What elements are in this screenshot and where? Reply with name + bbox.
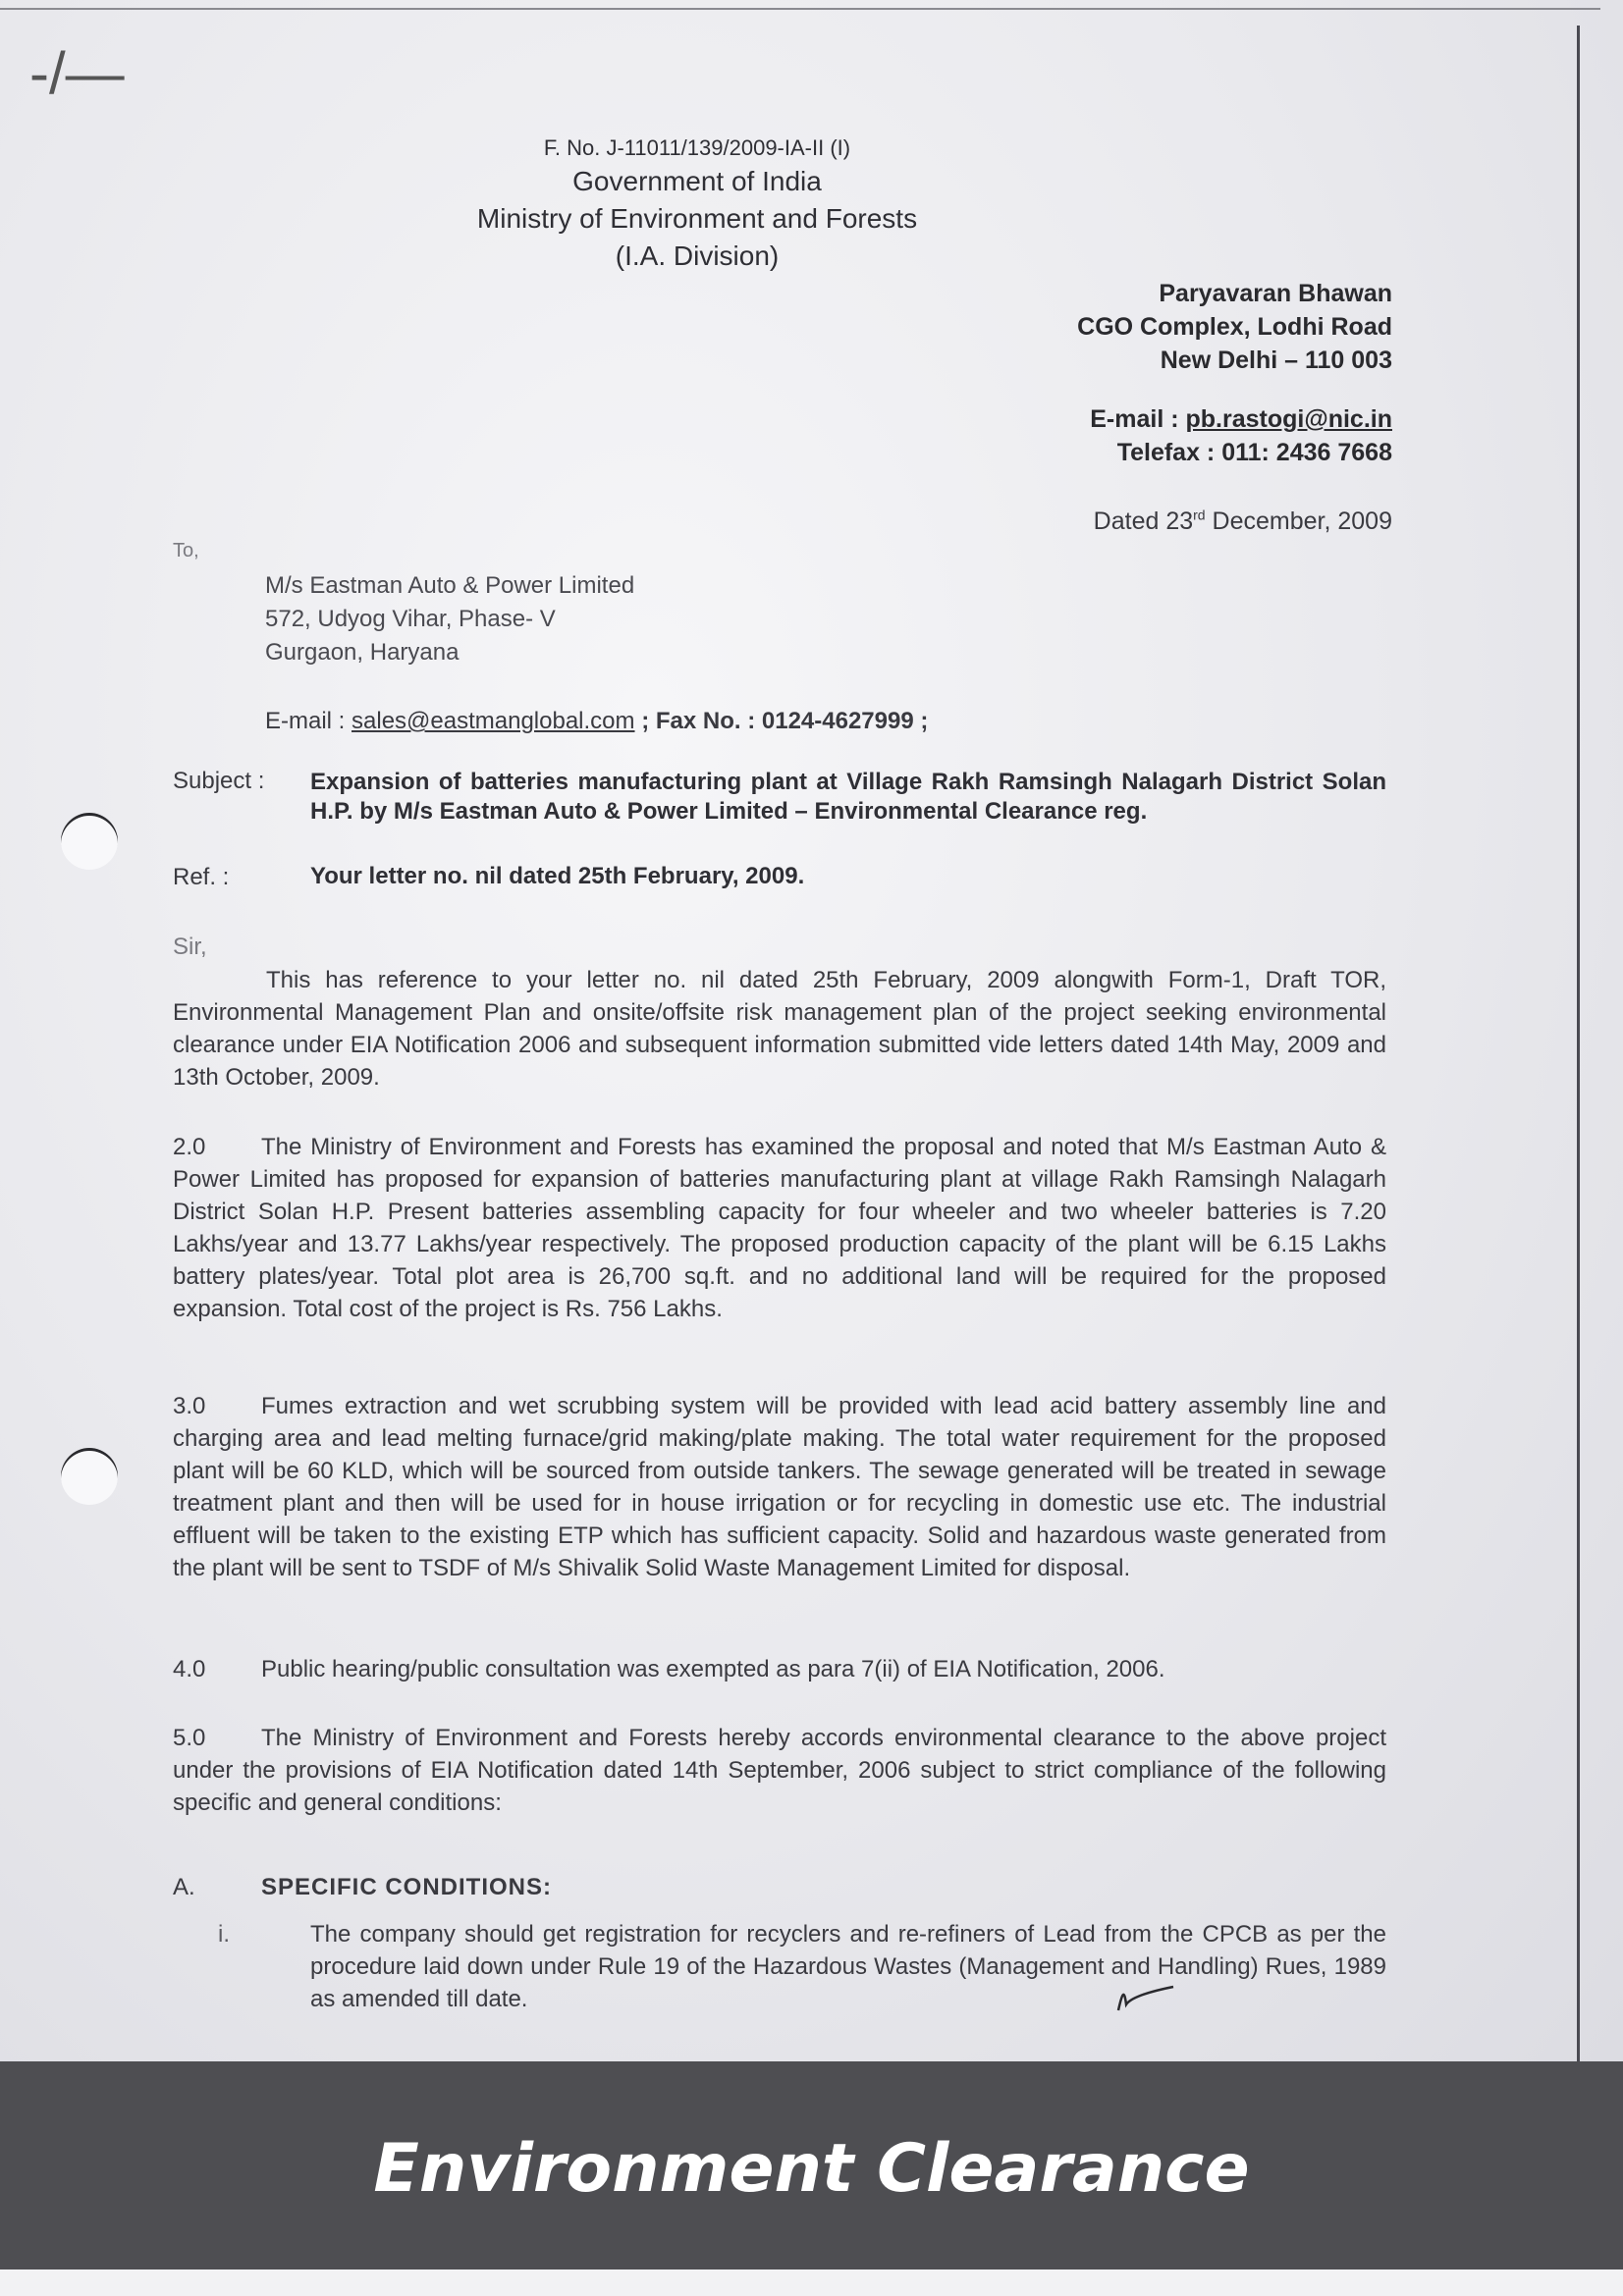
- recipient-email-link[interactable]: sales@eastmanglobal.com: [352, 708, 635, 734]
- division-line: (I.A. Division): [615, 240, 780, 271]
- sender-email-link[interactable]: pb.rastogi@nic.in: [1185, 405, 1392, 433]
- subject-label: Subject :: [173, 768, 265, 794]
- date-superscript: rd: [1193, 507, 1206, 523]
- paragraph-text: The Ministry of Environment and Forests has examined the proposal and noted that M/s Eastman Auto & Power Limited has proposed for expansion of batteries manufacturing plant at village Rakh Ramsingh Nalagarh District Solan H.P. Present batteries assembling capacity for four wheeler and two wheeler batteries is 7.20 Lakhs/year and 13.77 Lakhs/year respectively. The proposed production capacity of the plant will be 6.15 Lakhs battery plates/year. Total plot area is 26,700 sq.ft. and no additional land will be required for the proposed expansion. Total cost of the project is Rs. 756 Lakhs.: [173, 1134, 1386, 1322]
- paragraph-text: The Ministry of Environment and Forests hereby accords environmental clearance to the above project under the provisions of EIA Notification dated 14th September, 2006 subject to strict compliance of the following specific and general conditions:: [173, 1725, 1386, 1816]
- punch-hole-top: [61, 813, 118, 870]
- letter-header: [393, 133, 1001, 275]
- sender-contact: [1090, 402, 1392, 469]
- to-label: To,: [173, 540, 199, 561]
- condition-i: The company should get registration for recyclers and re-refiners of Lead from the CPCB as per the procedure laid down under Rule 19 of the Hazardous Wastes (Management and Handling) Rues, 1989 as amended till date.: [310, 1921, 1386, 2012]
- paragraph-2: [173, 1131, 1386, 1325]
- bottom-margin: [0, 2269, 1623, 2296]
- paragraph-text: Fumes extraction and wet scrubbing system will be provided with lead acid battery assembly line and charging area and lead melting furnace/grid making/plate making. The total water requirement for the proposed plant will be 60 KLD, which will be sourced from outside tankers. The sewage generated will be treated in sewage treatment plant and then will be used for in house irrigation or for recycling in domestic use etc. The industrial effluent will be taken to the existing ETP which has sufficient capacity. Solid and hazardous waste generated from the plant will be sent to TSDF of M/s Shivalik Solid Waste Management Limited for disposal.: [173, 1393, 1386, 1581]
- paragraph-4: [173, 1653, 1386, 1685]
- paragraph-number: 3.0: [173, 1393, 206, 1419]
- government-line: Government of India: [572, 166, 822, 196]
- ministry-line: Ministry of Environment and Forests: [476, 203, 918, 234]
- paragraph-number: 4.0: [173, 1656, 206, 1682]
- letter-date: [1094, 505, 1392, 538]
- paragraph-1: This has reference to your letter no. nil dated 25th February, 2009 alongwith Form-1, Draft TOR, Environmental Management Plan and onsite/offsite risk management plan of the project seeking environmental clearance under EIA Notification 2006 and subsequent information submitted vide letters dated 14th May, 2009 and 13th October, 2009.: [173, 967, 1386, 1091]
- condition-number: i.: [218, 1921, 230, 1948]
- handwritten-mark: -/—: [29, 40, 125, 106]
- recipient-line: 572, Udyog Vihar, Phase- V: [265, 606, 556, 632]
- subject-text: Expansion of batteries manufacturing plant at Village Rakh Ramsingh Nalagarh District Solan H.P. by M/s Eastman Auto & Power Limited – Environmental Clearance reg.: [310, 769, 1386, 825]
- recipient-contact: [265, 705, 928, 738]
- recipient-line: Gurgaon, Haryana: [265, 639, 460, 666]
- file-number: F. No. J-11011/139/2009-IA-II (I): [543, 135, 851, 160]
- ref-label: Ref. :: [173, 864, 230, 890]
- recipient-email-label: E-mail :: [265, 708, 352, 734]
- telefax: Telefax : 011: 2436 7668: [1116, 439, 1392, 466]
- recipient-fax: ; Fax No. : 0124-4627999 ;: [634, 708, 929, 734]
- address-line: CGO Complex, Lodhi Road: [1077, 313, 1392, 341]
- ref-text: Your letter no. nil dated 25th February, 2009.: [310, 863, 805, 889]
- page-margin-line: [1577, 26, 1580, 2061]
- paragraph-number: 5.0: [173, 1725, 206, 1751]
- recipient-line: M/s Eastman Auto & Power Limited: [265, 572, 635, 599]
- paragraph-number: 2.0: [173, 1134, 206, 1160]
- page-edge-line: [0, 8, 1600, 10]
- initials-signature: [1114, 1981, 1193, 2016]
- section-heading: [173, 1871, 1386, 1903]
- email-label: E-mail :: [1090, 405, 1186, 433]
- paragraph-3: [173, 1390, 1386, 1584]
- caption-title: Environment Clearance: [373, 2130, 1250, 2208]
- address-line: Paryavaran Bhawan: [1159, 280, 1392, 307]
- section-title: SPECIFIC CONDITIONS:: [261, 1874, 553, 1900]
- section-letter: A.: [173, 1874, 195, 1900]
- address-line: New Delhi – 110 003: [1160, 347, 1392, 374]
- salutation: Sir,: [173, 934, 207, 960]
- date-text-end: December, 2009: [1205, 507, 1392, 535]
- punch-hole-bottom: [61, 1448, 118, 1505]
- recipient-address: [265, 569, 634, 669]
- paragraph-5: [173, 1722, 1386, 1819]
- date-text: Dated 23: [1093, 507, 1194, 535]
- sender-address: [1077, 277, 1392, 377]
- paragraph-text: Public hearing/public consultation was exempted as para 7(ii) of EIA Notification, 2006.: [261, 1656, 1165, 1682]
